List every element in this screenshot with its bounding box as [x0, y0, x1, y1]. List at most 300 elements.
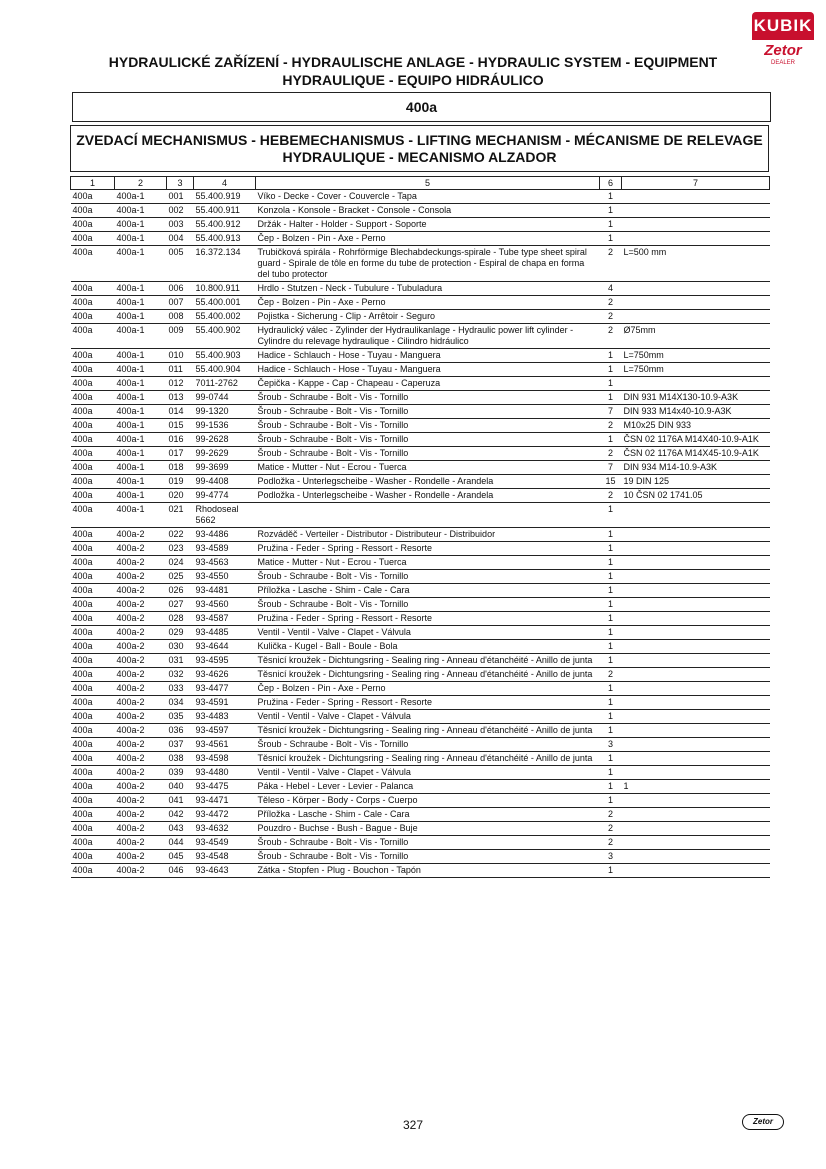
part-number-cell: 55.400.919 [194, 190, 256, 204]
group-cell: 400a [71, 528, 115, 542]
table-row [71, 461, 770, 475]
part-number-cell: 99-1320 [194, 405, 256, 419]
table-row [71, 363, 770, 377]
description-cell: Zátka - Stopfen - Plug - Bouchon - Tapón [256, 864, 600, 878]
table-row [71, 503, 770, 528]
quantity-cell: 2 [600, 489, 622, 503]
table-row [71, 598, 770, 612]
table-row [71, 836, 770, 850]
position-cell: 017 [167, 447, 194, 461]
position-cell: 026 [167, 584, 194, 598]
table-body [71, 190, 770, 878]
part-number-cell: 55.400.902 [194, 324, 256, 349]
position-cell: 041 [167, 794, 194, 808]
description-cell: Těsnicí kroužek - Dichtungsring - Sealing ring - Anneau d'étanchéité - Anillo de junta [256, 752, 600, 766]
part-number-cell: 93-4475 [194, 780, 256, 794]
note-cell [622, 310, 770, 324]
group-cell: 400a [71, 419, 115, 433]
note-cell: DIN 934 M14-10.9-A3K [622, 461, 770, 475]
part-number-cell: 99-3699 [194, 461, 256, 475]
position-cell: 034 [167, 696, 194, 710]
position-cell: 011 [167, 363, 194, 377]
note-cell: 10 ČSN 02 1741.05 [622, 489, 770, 503]
table-row [71, 738, 770, 752]
quantity-cell: 2 [600, 808, 622, 822]
column-header: 7 [622, 177, 770, 190]
group-cell: 400a [71, 232, 115, 246]
table-row [71, 682, 770, 696]
table-row [71, 542, 770, 556]
quantity-cell: 1 [600, 503, 622, 528]
quantity-cell: 1 [600, 232, 622, 246]
position-cell: 023 [167, 542, 194, 556]
table-row [71, 489, 770, 503]
part-number-cell: 93-4483 [194, 710, 256, 724]
description-cell: Pružina - Feder - Spring - Ressort - Resorte [256, 696, 600, 710]
subgroup-cell: 400a-2 [115, 780, 167, 794]
position-cell: 038 [167, 752, 194, 766]
table-row [71, 349, 770, 363]
position-cell: 003 [167, 218, 194, 232]
position-cell: 040 [167, 780, 194, 794]
part-number-cell: 93-4481 [194, 584, 256, 598]
subgroup-cell: 400a-1 [115, 489, 167, 503]
table-row [71, 626, 770, 640]
table-header-row [71, 177, 770, 190]
table-row [71, 296, 770, 310]
description-cell: Čep - Bolzen - Pin - Axe - Perno [256, 232, 600, 246]
table-row [71, 570, 770, 584]
group-cell: 400a [71, 349, 115, 363]
subgroup-cell: 400a-1 [115, 232, 167, 246]
part-number-cell: 55.400.002 [194, 310, 256, 324]
description-cell: Podložka - Unterlegscheibe - Washer - Rondelle - Arandela [256, 489, 600, 503]
column-header: 5 [256, 177, 600, 190]
part-number-cell: 93-4485 [194, 626, 256, 640]
part-number-cell: 93-4471 [194, 794, 256, 808]
description-cell: Čep - Bolzen - Pin - Axe - Perno [256, 296, 600, 310]
part-number-cell: 93-4626 [194, 668, 256, 682]
table-row [71, 232, 770, 246]
position-cell: 044 [167, 836, 194, 850]
table-row [71, 654, 770, 668]
position-cell: 013 [167, 391, 194, 405]
note-cell [622, 218, 770, 232]
subgroup-cell: 400a-2 [115, 822, 167, 836]
part-number-cell: 93-4472 [194, 808, 256, 822]
position-cell: 021 [167, 503, 194, 528]
part-number-cell: 55.400.911 [194, 204, 256, 218]
position-cell: 012 [167, 377, 194, 391]
quantity-cell: 2 [600, 310, 622, 324]
part-number-cell: 55.400.912 [194, 218, 256, 232]
position-cell: 005 [167, 246, 194, 282]
subgroup-cell: 400a-2 [115, 766, 167, 780]
zetor-footer-logo: Zetor [742, 1114, 784, 1130]
note-cell: L=750mm [622, 349, 770, 363]
subgroup-cell: 400a-2 [115, 528, 167, 542]
quantity-cell: 2 [600, 246, 622, 282]
description-cell: Držák - Halter - Holder - Support - Soporte [256, 218, 600, 232]
group-cell: 400a [71, 794, 115, 808]
part-number-cell: 93-4561 [194, 738, 256, 752]
part-number-cell: 93-4477 [194, 682, 256, 696]
group-cell: 400a [71, 822, 115, 836]
subgroup-cell: 400a-2 [115, 584, 167, 598]
table-row [71, 808, 770, 822]
note-cell: DIN 933 M14x40-10.9-A3K [622, 405, 770, 419]
quantity-cell: 2 [600, 324, 622, 349]
part-number-cell: 93-4597 [194, 724, 256, 738]
subgroup-cell: 400a-2 [115, 556, 167, 570]
quantity-cell: 1 [600, 190, 622, 204]
table-row [71, 710, 770, 724]
part-number-cell: 99-0744 [194, 391, 256, 405]
quantity-cell: 2 [600, 296, 622, 310]
subgroup-cell: 400a-2 [115, 668, 167, 682]
position-cell: 028 [167, 612, 194, 626]
subgroup-cell: 400a-2 [115, 724, 167, 738]
quantity-cell: 1 [600, 377, 622, 391]
subgroup-cell: 400a-2 [115, 640, 167, 654]
group-cell: 400a [71, 724, 115, 738]
quantity-cell: 2 [600, 836, 622, 850]
position-cell: 030 [167, 640, 194, 654]
note-cell: Ø75mm [622, 324, 770, 349]
part-number-cell: 93-4548 [194, 850, 256, 864]
position-cell: 046 [167, 864, 194, 878]
table-row [71, 794, 770, 808]
part-number-cell: 93-4549 [194, 836, 256, 850]
quantity-cell: 1 [600, 794, 622, 808]
subgroup-cell: 400a-1 [115, 503, 167, 528]
group-cell: 400a [71, 324, 115, 349]
group-cell: 400a [71, 246, 115, 282]
group-cell: 400a [71, 668, 115, 682]
position-cell: 025 [167, 570, 194, 584]
note-cell [622, 556, 770, 570]
position-cell: 019 [167, 475, 194, 489]
part-number-cell: 93-4550 [194, 570, 256, 584]
group-cell: 400a [71, 363, 115, 377]
description-cell: Šroub - Schraube - Bolt - Vis - Tornillo [256, 836, 600, 850]
part-number-cell: 93-4486 [194, 528, 256, 542]
mechanism-title-line-2: HYDRAULIQUE - MECANISMO ALZADOR [282, 149, 557, 165]
note-cell: L=750mm [622, 363, 770, 377]
note-cell [622, 696, 770, 710]
subgroup-cell: 400a-2 [115, 682, 167, 696]
note-cell: DIN 931 M14X130-10.9-A3K [622, 391, 770, 405]
part-number-cell: 93-4595 [194, 654, 256, 668]
description-cell: Šroub - Schraube - Bolt - Vis - Tornillo [256, 570, 600, 584]
note-cell [622, 232, 770, 246]
group-cell: 400a [71, 542, 115, 556]
quantity-cell: 3 [600, 738, 622, 752]
description-cell: Těsnicí kroužek - Dichtungsring - Sealing ring - Anneau d'étanchéité - Anillo de junta [256, 654, 600, 668]
subgroup-cell: 400a-2 [115, 612, 167, 626]
group-cell: 400a [71, 296, 115, 310]
subgroup-cell: 400a-2 [115, 542, 167, 556]
table-row [71, 780, 770, 794]
description-cell: Šroub - Schraube - Bolt - Vis - Tornillo [256, 433, 600, 447]
quantity-cell: 1 [600, 218, 622, 232]
quantity-cell: 2 [600, 447, 622, 461]
part-number-cell: 99-1536 [194, 419, 256, 433]
table-row [71, 475, 770, 489]
page-title [70, 53, 756, 89]
subgroup-cell: 400a-1 [115, 405, 167, 419]
table-row [71, 640, 770, 654]
description-cell: Víko - Decke - Cover - Couvercle - Tapa [256, 190, 600, 204]
group-cell: 400a [71, 696, 115, 710]
parts-table [70, 176, 770, 878]
position-cell: 016 [167, 433, 194, 447]
table-row [71, 377, 770, 391]
table-row [71, 190, 770, 204]
quantity-cell: 1 [600, 528, 622, 542]
note-cell [622, 204, 770, 218]
title-line-1: HYDRAULICKÉ ZAŘÍZENÍ - HYDRAULISCHE ANLAGE - HYDRAULIC SYSTEM - EQUIPMENT [108, 54, 718, 70]
subgroup-cell: 400a-2 [115, 738, 167, 752]
description-cell: Šroub - Schraube - Bolt - Vis - Tornillo [256, 391, 600, 405]
part-number-cell: 55.400.904 [194, 363, 256, 377]
note-cell [622, 626, 770, 640]
group-cell: 400a [71, 710, 115, 724]
part-number-cell: 10.800.911 [194, 282, 256, 296]
position-cell: 018 [167, 461, 194, 475]
subgroup-cell: 400a-1 [115, 377, 167, 391]
note-cell [622, 794, 770, 808]
subgroup-cell: 400a-2 [115, 864, 167, 878]
subgroup-cell: 400a-1 [115, 246, 167, 282]
note-cell [622, 570, 770, 584]
description-cell: Trubičková spirála - Rohrförmige Blechabdeckungs-spirale - Tube type sheet spiral guard - Spirale de tôle en forme du tube de protection - Espiral de chapa en forma del tubo protector [256, 246, 600, 282]
description-cell: Matice - Mutter - Nut - Ecrou - Tuerca [256, 556, 600, 570]
quantity-cell: 1 [600, 780, 622, 794]
quantity-cell: 1 [600, 696, 622, 710]
position-cell: 032 [167, 668, 194, 682]
table-row [71, 447, 770, 461]
description-cell: Ventil - Ventil - Valve - Clapet - Válvula [256, 626, 600, 640]
table-row [71, 405, 770, 419]
table-row [71, 696, 770, 710]
position-cell: 036 [167, 724, 194, 738]
description-cell: Ventil - Ventil - Valve - Clapet - Válvula [256, 710, 600, 724]
subgroup-cell: 400a-1 [115, 282, 167, 296]
table-row [71, 864, 770, 878]
part-number-cell: 55.400.913 [194, 232, 256, 246]
part-number-cell: 93-4563 [194, 556, 256, 570]
position-cell: 027 [167, 598, 194, 612]
part-number-cell: Rhodoseal 5662 [194, 503, 256, 528]
description-cell: Pružina - Feder - Spring - Ressort - Resorte [256, 542, 600, 556]
note-cell [622, 296, 770, 310]
part-number-cell: 99-4408 [194, 475, 256, 489]
group-cell: 400a [71, 654, 115, 668]
subgroup-cell: 400a-2 [115, 696, 167, 710]
note-cell [622, 738, 770, 752]
description-cell: Matice - Mutter - Nut - Ecrou - Tuerca [256, 461, 600, 475]
table-row [71, 324, 770, 349]
description-cell: Podložka - Unterlegscheibe - Washer - Rondelle - Arandela [256, 475, 600, 489]
group-cell: 400a [71, 864, 115, 878]
table-row [71, 584, 770, 598]
quantity-cell: 1 [600, 724, 622, 738]
table-row [71, 246, 770, 282]
quantity-cell: 1 [600, 542, 622, 556]
part-number-cell: 99-2628 [194, 433, 256, 447]
description-cell: Těsnicí kroužek - Dichtungsring - Sealing ring - Anneau d'étanchéité - Anillo de junta [256, 724, 600, 738]
quantity-cell: 1 [600, 584, 622, 598]
group-cell: 400a [71, 682, 115, 696]
position-cell: 020 [167, 489, 194, 503]
description-cell: Šroub - Schraube - Bolt - Vis - Tornillo [256, 850, 600, 864]
table-row [71, 668, 770, 682]
part-number-cell: 93-4591 [194, 696, 256, 710]
description-cell: Hadice - Schlauch - Hose - Tuyau - Manguera [256, 349, 600, 363]
part-number-cell: 55.400.903 [194, 349, 256, 363]
quantity-cell: 1 [600, 598, 622, 612]
quantity-cell: 2 [600, 419, 622, 433]
subgroup-cell: 400a-2 [115, 850, 167, 864]
note-cell [622, 682, 770, 696]
group-cell: 400a [71, 836, 115, 850]
description-cell: Kulička - Kugel - Ball - Boule - Bola [256, 640, 600, 654]
note-cell [622, 850, 770, 864]
group-cell: 400a [71, 489, 115, 503]
group-cell: 400a [71, 752, 115, 766]
description-cell: Hrdlo - Stutzen - Neck - Tubulure - Tubuladura [256, 282, 600, 296]
description-cell: Těsnicí kroužek - Dichtungsring - Sealing ring - Anneau d'étanchéité - Anillo de junta [256, 668, 600, 682]
note-cell [622, 542, 770, 556]
column-header: 2 [115, 177, 167, 190]
group-cell: 400a [71, 190, 115, 204]
subgroup-cell: 400a-1 [115, 349, 167, 363]
subgroup-cell: 400a-1 [115, 363, 167, 377]
subgroup-cell: 400a-1 [115, 204, 167, 218]
group-cell: 400a [71, 391, 115, 405]
note-cell [622, 528, 770, 542]
group-cell: 400a [71, 570, 115, 584]
note-cell: 1 [622, 780, 770, 794]
description-cell: Pojistka - Sicherung - Clip - Arrêtoir - Seguro [256, 310, 600, 324]
note-cell [622, 724, 770, 738]
position-cell: 008 [167, 310, 194, 324]
position-cell: 001 [167, 190, 194, 204]
subgroup-cell: 400a-2 [115, 710, 167, 724]
description-cell: Šroub - Schraube - Bolt - Vis - Tornillo [256, 598, 600, 612]
subgroup-cell: 400a-1 [115, 310, 167, 324]
quantity-cell: 1 [600, 682, 622, 696]
subgroup-cell: 400a-1 [115, 447, 167, 461]
part-number-cell: 93-4560 [194, 598, 256, 612]
subgroup-cell: 400a-2 [115, 752, 167, 766]
note-cell [622, 190, 770, 204]
subgroup-cell: 400a-1 [115, 324, 167, 349]
group-number-box: 400a [72, 92, 771, 122]
logo-brand: KUBIK [753, 16, 813, 35]
table-row [71, 612, 770, 626]
table-row [71, 419, 770, 433]
description-cell: Těleso - Körper - Body - Corps - Cuerpo [256, 794, 600, 808]
column-header: 3 [167, 177, 194, 190]
quantity-cell: 2 [600, 822, 622, 836]
quantity-cell: 2 [600, 668, 622, 682]
group-cell: 400a [71, 204, 115, 218]
note-cell [622, 668, 770, 682]
note-cell [622, 822, 770, 836]
part-number-cell: 93-4589 [194, 542, 256, 556]
table-row [71, 752, 770, 766]
part-number-cell: 16.372.134 [194, 246, 256, 282]
kubik-logo-block [752, 12, 814, 40]
description-cell: Konzola - Konsole - Bracket - Console - Consola [256, 204, 600, 218]
note-cell [622, 654, 770, 668]
table-row [71, 433, 770, 447]
group-cell: 400a [71, 461, 115, 475]
note-cell: L=500 mm [622, 246, 770, 282]
quantity-cell: 1 [600, 654, 622, 668]
position-cell: 045 [167, 850, 194, 864]
position-cell: 042 [167, 808, 194, 822]
subgroup-cell: 400a-1 [115, 391, 167, 405]
group-cell: 400a [71, 556, 115, 570]
note-cell: ČSN 02 1176A M14X40-10.9-A1K [622, 433, 770, 447]
description-cell: Šroub - Schraube - Bolt - Vis - Tornillo [256, 447, 600, 461]
table-row [71, 724, 770, 738]
position-cell: 037 [167, 738, 194, 752]
mechanism-title-line-1: ZVEDACÍ MECHANISMUS - HEBEMECHANISMUS - LIFTING MECHANISM - MÉCANISME DE RELEVAGE [76, 132, 763, 148]
group-cell: 400a [71, 640, 115, 654]
position-cell: 007 [167, 296, 194, 310]
note-cell [622, 503, 770, 528]
title-line-2: HYDRAULIQUE - EQUIPO HIDRÁULICO [282, 72, 544, 88]
note-cell [622, 864, 770, 878]
group-cell: 400a [71, 626, 115, 640]
subgroup-cell: 400a-1 [115, 475, 167, 489]
group-cell: 400a [71, 447, 115, 461]
group-cell: 400a [71, 405, 115, 419]
position-cell: 031 [167, 654, 194, 668]
description-cell: Páka - Hebel - Lever - Levier - Palanca [256, 780, 600, 794]
subgroup-cell: 400a-1 [115, 190, 167, 204]
group-cell: 400a [71, 218, 115, 232]
part-number-cell: 93-4643 [194, 864, 256, 878]
note-cell [622, 766, 770, 780]
part-number-cell: 7011-2762 [194, 377, 256, 391]
quantity-cell: 1 [600, 391, 622, 405]
description-cell: Rozváděč - Verteiler - Distributor - Distributeur - Distribuidor [256, 528, 600, 542]
note-cell [622, 710, 770, 724]
position-cell: 009 [167, 324, 194, 349]
note-cell [622, 612, 770, 626]
quantity-cell: 1 [600, 752, 622, 766]
table-row [71, 282, 770, 296]
position-cell: 033 [167, 682, 194, 696]
note-cell [622, 640, 770, 654]
description-cell: Čep - Bolzen - Pin - Axe - Perno [256, 682, 600, 696]
note-cell [622, 752, 770, 766]
part-number-cell: 55.400.001 [194, 296, 256, 310]
note-cell [622, 377, 770, 391]
subgroup-cell: 400a-1 [115, 296, 167, 310]
quantity-cell: 4 [600, 282, 622, 296]
subgroup-cell: 400a-2 [115, 570, 167, 584]
position-cell: 002 [167, 204, 194, 218]
quantity-cell: 7 [600, 461, 622, 475]
description-cell: Příložka - Lasche - Shim - Cale - Cara [256, 808, 600, 822]
quantity-cell: 1 [600, 349, 622, 363]
